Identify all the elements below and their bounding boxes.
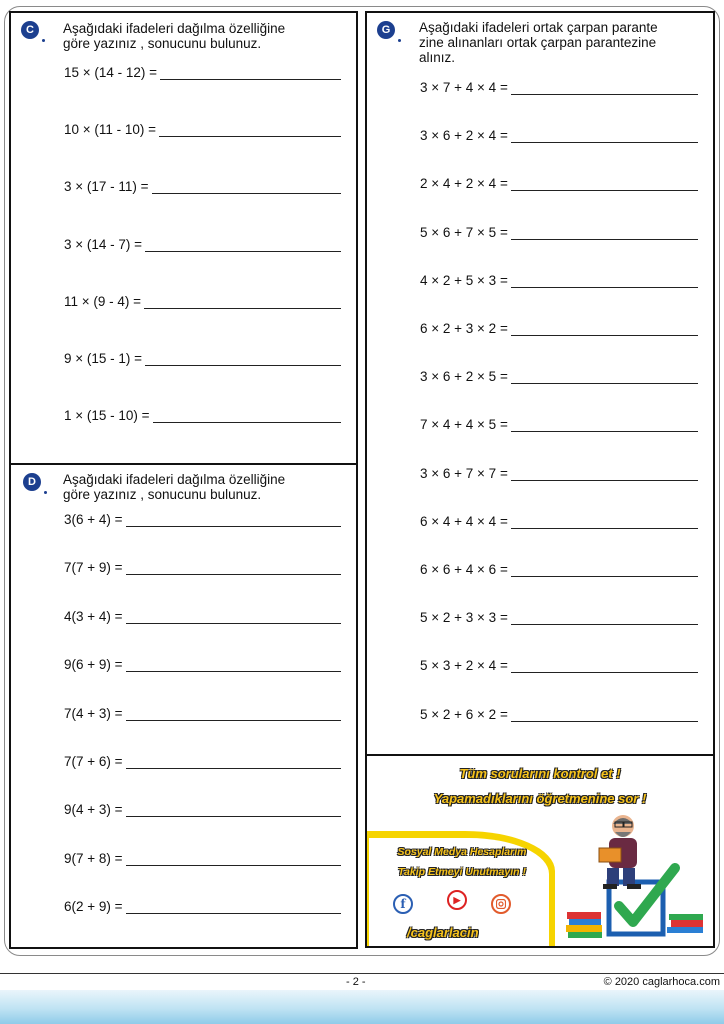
section-d-panel	[9, 463, 358, 949]
exercise-expression: 3(6 + 4) =	[64, 512, 123, 527]
social-title-1: Sosyal Medya Hesaplarım	[397, 846, 527, 858]
exercise-row	[64, 234, 341, 252]
answer-line[interactable]	[511, 656, 698, 673]
exercise-expression: 5 × 6 + 7 × 5 =	[420, 224, 508, 240]
answer-line[interactable]	[126, 704, 341, 721]
section-g-badge: G	[377, 21, 395, 39]
exercise-row	[64, 848, 341, 866]
exercise-row	[420, 414, 698, 432]
page-number: - 2 -	[346, 976, 366, 988]
answer-line[interactable]	[511, 271, 698, 288]
answer-line[interactable]	[126, 800, 341, 817]
exercise-row	[64, 509, 341, 527]
exercise-row	[420, 704, 698, 722]
promo-line-2: Yapamadıklarını öğretmenine sor !	[433, 791, 647, 806]
exercise-expression: 3 × (14 - 7) =	[64, 236, 143, 252]
answer-line[interactable]	[511, 705, 698, 722]
exercise-row	[64, 119, 341, 137]
social-title-2: Takip Etmeyi Unutmayın !	[398, 866, 526, 878]
exercise-row	[64, 751, 341, 769]
exercise-expression: 1 × (15 - 10) =	[64, 408, 150, 424]
answer-line[interactable]	[144, 292, 341, 309]
exercise-row	[420, 125, 698, 143]
exercise-row	[420, 318, 698, 336]
exercise-expression: 11 × (9 - 4) =	[64, 293, 142, 309]
exercise-expression: 6 × 6 + 4 × 6 =	[420, 562, 508, 577]
teacher-illustration	[563, 812, 713, 948]
exercise-expression: 3 × 6 + 2 × 4 =	[420, 128, 508, 144]
answer-line[interactable]	[511, 415, 698, 432]
section-g-panel	[365, 11, 715, 756]
youtube-icon[interactable]: ▶	[447, 890, 467, 910]
exercise-row	[420, 366, 698, 384]
exercise-expression: 2 × 4 + 2 × 4 =	[420, 176, 508, 192]
answer-line[interactable]	[153, 406, 341, 423]
instruction-line: göre yazınız , sonucunu bulunuz.	[63, 487, 262, 502]
answer-line[interactable]	[160, 63, 341, 80]
exercise-row	[420, 511, 698, 529]
exercise-row	[64, 62, 341, 80]
badge-dot	[398, 39, 401, 42]
answer-line[interactable]	[126, 510, 341, 527]
section-d-badge: D	[23, 473, 41, 491]
answer-line[interactable]	[126, 558, 341, 575]
exercise-row	[64, 176, 341, 194]
answer-line[interactable]	[511, 464, 698, 481]
instruction-line: alınız.	[419, 50, 456, 65]
exercise-row	[420, 173, 698, 191]
exercise-expression: 6 × 4 + 4 × 4 =	[420, 513, 508, 529]
exercise-row	[420, 222, 698, 240]
exercise-expression: 5 × 2 + 6 × 2 =	[420, 706, 508, 722]
promo-line-1: Tüm sorularını kontrol et !	[459, 766, 621, 781]
exercise-expression: 5 × 3 + 2 × 4 =	[420, 658, 508, 674]
answer-line[interactable]	[511, 174, 698, 191]
instagram-icon[interactable]	[491, 894, 511, 914]
exercise-row	[64, 799, 341, 817]
footer-divider	[0, 973, 724, 974]
exercise-row	[64, 703, 341, 721]
exercise-row	[64, 405, 341, 423]
instruction-line: Aşağıdaki ifadeleri ortak çarpan parante	[419, 20, 658, 35]
exercise-expression: 5 × 2 + 3 × 3 =	[420, 610, 508, 626]
exercise-expression: 4(3 + 4) =	[64, 608, 123, 624]
answer-line[interactable]	[511, 223, 698, 240]
section-g-instruction	[419, 20, 658, 65]
instruction-line: göre yazınız , sonucunu bulunuz.	[63, 36, 262, 51]
answer-line[interactable]	[511, 512, 698, 529]
answer-line[interactable]	[511, 78, 698, 95]
exercise-expression: 7(4 + 3) =	[64, 705, 123, 721]
section-c-instruction	[63, 21, 285, 51]
decorative-math-strip	[0, 990, 724, 1024]
exercise-expression: 7(7 + 9) =	[64, 560, 123, 576]
exercise-expression: 9(7 + 8) =	[64, 850, 123, 866]
exercise-row	[64, 291, 341, 309]
exercise-row	[420, 77, 698, 95]
answer-line[interactable]	[159, 120, 341, 137]
section-c-badge: C	[21, 21, 39, 39]
exercise-expression: 4 × 2 + 5 × 3 =	[420, 272, 508, 288]
answer-line[interactable]	[152, 177, 341, 194]
answer-line[interactable]	[145, 235, 341, 252]
answer-line[interactable]	[126, 897, 341, 914]
answer-line[interactable]	[126, 849, 341, 866]
exercise-expression: 3 × 6 + 7 × 7 =	[420, 465, 508, 481]
answer-line[interactable]	[511, 560, 698, 577]
exercise-expression: 6 × 2 + 3 × 2 =	[420, 321, 508, 336]
exercise-row	[420, 559, 698, 577]
exercise-expression: 10 × (11 - 10) =	[64, 122, 157, 138]
badge-dot	[42, 39, 45, 42]
answer-line[interactable]	[126, 752, 341, 769]
answer-line[interactable]	[511, 319, 698, 336]
section-d-instruction	[63, 472, 285, 502]
exercise-expression: 3 × 6 + 2 × 5 =	[420, 369, 508, 385]
exercise-row	[420, 607, 698, 625]
exercise-expression: 9(4 + 3) =	[64, 802, 123, 818]
exercise-expression: 3 × (17 - 11) =	[64, 179, 149, 195]
copyright: © 2020 caglarhoca.com	[603, 976, 720, 988]
exercise-expression: 9(6 + 9) =	[64, 657, 123, 673]
exercise-expression: 3 × 7 + 4 × 4 =	[420, 80, 508, 95]
exercise-row	[64, 557, 341, 575]
instruction-line: Aşağıdaki ifadeleri dağılma özelliğine	[63, 472, 286, 487]
exercise-row	[420, 270, 698, 288]
exercise-row	[64, 348, 341, 366]
answer-line[interactable]	[145, 349, 341, 366]
badge-dot	[44, 491, 47, 494]
exercise-expression: 15 × (14 - 12) =	[64, 65, 158, 80]
social-handle[interactable]: /caglarlacin	[407, 925, 479, 940]
answer-line[interactable]	[511, 367, 698, 384]
exercise-expression: 9 × (15 - 1) =	[64, 351, 143, 366]
exercise-row	[420, 463, 698, 481]
exercise-row	[420, 655, 698, 673]
answer-line[interactable]	[126, 655, 341, 672]
exercise-expression: 7 × 4 + 4 × 5 =	[420, 417, 508, 433]
answer-line[interactable]	[511, 608, 698, 625]
facebook-icon[interactable]: f	[393, 894, 413, 914]
section-c-panel	[9, 11, 358, 466]
instruction-line: Aşağıdaki ifadeleri dağılma özelliğine	[63, 21, 286, 36]
exercise-expression: 7(7 + 6) =	[64, 754, 123, 769]
promo-panel	[365, 754, 715, 948]
instruction-line: zine alınanları ortak çarpan parantezine	[419, 35, 657, 50]
exercise-row	[64, 896, 341, 914]
exercise-expression: 6(2 + 9) =	[64, 899, 123, 915]
answer-line[interactable]	[126, 607, 341, 624]
answer-line[interactable]	[511, 126, 698, 143]
exercise-row	[64, 606, 341, 624]
exercise-row	[64, 654, 341, 672]
